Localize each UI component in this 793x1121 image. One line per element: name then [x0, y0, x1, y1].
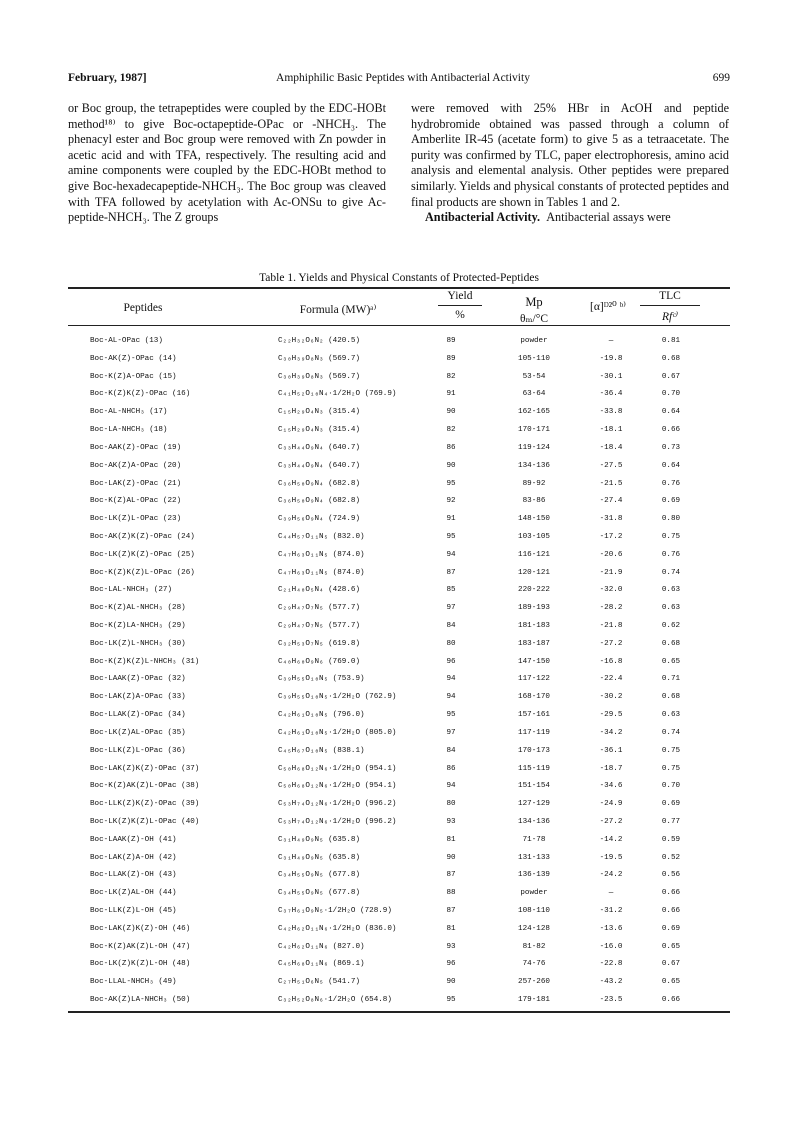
cell-rotation: -19.8: [599, 354, 623, 363]
yield-subrule: [438, 305, 482, 306]
cell-mp: powder: [520, 889, 548, 898]
cell-yield: 94: [446, 782, 456, 791]
cell-tlc: 0.64: [661, 461, 681, 470]
table-row: [68, 939, 730, 957]
table-header-rule: [68, 325, 730, 326]
header-title: Amphiphilic Basic Peptides with Antibacterial Activity: [276, 72, 530, 84]
cell-formula: C₃₉H₅₅O₁₀N₅·1/2H₂O (762.9): [278, 693, 397, 702]
cell-mp: 189-193: [518, 604, 550, 613]
cell-formula: C₃₆H₅₀O₉N₄ (682.8): [278, 497, 361, 506]
cell-tlc: 0.68: [661, 693, 681, 702]
cell-rotation: -14.2: [599, 835, 623, 844]
table-row: [68, 707, 730, 725]
paragraph-text: Antibacterial assays were: [546, 210, 671, 225]
cell-mp: 170-171: [518, 426, 550, 435]
cell-tlc: 0.68: [661, 354, 681, 363]
cell-rotation: -36.1: [599, 746, 623, 755]
cell-tlc: 0.66: [661, 907, 681, 915]
cell-peptide: Boc-LK(Z)K(Z)L-OPac (40): [90, 817, 200, 826]
col-header-tlc: TLC: [659, 290, 681, 302]
table-row: [68, 422, 730, 440]
cell-tlc: 0.75: [661, 532, 681, 541]
table-caption: Table 1. Yields and Physical Constants of Protected-Peptides: [259, 272, 539, 284]
cell-yield: 97: [446, 728, 456, 737]
cell-rotation: -18.7: [599, 764, 623, 773]
cell-mp: 183-187: [518, 639, 550, 648]
table-row: [68, 440, 730, 458]
cell-mp: 168-170: [518, 693, 550, 702]
cell-tlc: 0.67: [661, 960, 681, 969]
cell-peptide: Boc-LAK(Z)K(Z)-OH (46): [90, 924, 191, 933]
running-header: [68, 72, 730, 88]
cell-formula: C₅₀H₆₈O₁₂N₆·1/2H₂O (954.1): [278, 782, 397, 791]
cell-rotation: -16.8: [599, 657, 623, 666]
cell-tlc: 0.65: [661, 942, 681, 951]
cell-yield: 93: [446, 817, 456, 826]
cell-rotation: -22.8: [599, 960, 623, 969]
cell-tlc: 0.65: [661, 657, 681, 666]
cell-yield: 87: [446, 568, 456, 577]
cell-mp: 127-129: [518, 800, 550, 809]
cell-tlc: 0.62: [661, 622, 681, 630]
cell-tlc: 0.56: [661, 871, 681, 880]
col-header-formula: Formula (MW)ᵃ⁾: [299, 304, 377, 316]
cell-tlc: 0.67: [661, 372, 681, 381]
cell-mp: 157-161: [518, 711, 550, 720]
table-row: [68, 529, 730, 547]
cell-mp: 71-78: [522, 835, 546, 844]
cell-tlc: 0.74: [661, 568, 681, 577]
cell-mp: 131-133: [518, 853, 550, 862]
cell-peptide: Boc-K(Z)AL-OPac (22): [90, 497, 182, 506]
cell-yield: 89: [446, 354, 456, 363]
cell-formula: C₃₉H₅₆O₉N₄ (724.9): [278, 515, 361, 524]
cell-tlc: 0.59: [661, 835, 681, 844]
cell-peptide: Boc-LLAL-NHCH₃ (49): [90, 978, 177, 987]
cell-mp: 136-139: [518, 871, 550, 880]
cell-yield: 90: [446, 853, 456, 862]
cell-peptide: Boc-K(Z)AK(Z)L-OH (47): [90, 942, 191, 951]
cell-peptide: Boc-LK(Z)AL-OH (44): [90, 889, 177, 898]
table-body: [68, 333, 730, 1010]
cell-rotation: -30.2: [599, 693, 623, 702]
cell-peptide: Boc-LA-NHCH₃ (18): [90, 426, 168, 435]
cell-peptide: Boc-LAK(Z)-OPac (21): [90, 479, 182, 488]
cell-formula: C₃₁H₄₉O₉N₅ (635.8): [278, 835, 361, 844]
cell-peptide: Boc-K(Z)K(Z)L-OPac (26): [90, 568, 195, 577]
cell-rotation: -33.8: [599, 408, 623, 417]
cell-tlc: 0.81: [661, 337, 681, 345]
cell-formula: C₄₅H₆₇O₁₀N₅ (838.1): [278, 746, 365, 755]
cell-rotation: -27.5: [599, 461, 623, 470]
cell-mp: 117-119: [518, 728, 550, 737]
table-row: [68, 511, 730, 529]
cell-formula: C₄₂H₆₂O₁₁N₆ (827.0): [278, 942, 365, 951]
cell-tlc: 0.69: [661, 800, 681, 809]
cell-yield: 80: [446, 639, 456, 648]
table-row: [68, 369, 730, 387]
cell-yield: 90: [446, 978, 456, 987]
cell-peptide: Boc-LLK(Z)K(Z)-OPac (39): [90, 800, 200, 809]
cell-peptide: Boc-LAL-NHCH₃ (27): [90, 586, 173, 595]
cell-yield: 92: [446, 497, 456, 506]
table-row: [68, 832, 730, 850]
cell-yield: 87: [446, 907, 456, 915]
cell-formula: C₁₅H₂₉O₄N₃ (315.4): [278, 426, 361, 435]
cell-formula: C₄₄H₅₇O₁₁N₅ (832.0): [278, 532, 365, 541]
cell-mp: 53-54: [522, 372, 546, 381]
cell-rotation: -23.5: [599, 996, 623, 1005]
cell-peptide: Boc-K(Z)K(Z)-OPac (16): [90, 390, 191, 399]
cell-rotation: -20.6: [599, 550, 623, 559]
cell-formula: C₂₉H₄₇O₇N₅ (577.7): [278, 604, 361, 613]
cell-yield: 81: [446, 924, 456, 933]
body-column-right: [411, 101, 729, 226]
table-row: [68, 351, 730, 369]
paragraph-heading-line: [411, 210, 729, 226]
cell-rotation: -43.2: [599, 978, 623, 987]
cell-yield: 87: [446, 871, 456, 880]
cell-formula: C₃₃H₄₄O₉N₄ (640.7): [278, 443, 361, 452]
col-header-tlc-unit: Rfᶜ⁾: [661, 311, 679, 323]
col-header-yield-unit: %: [455, 309, 465, 321]
cell-rotation: -19.5: [599, 853, 623, 862]
cell-peptide: Boc-K(Z)K(Z)L-NHCH₃ (31): [90, 657, 200, 666]
cell-rotation: —: [608, 889, 614, 898]
table-row: [68, 386, 730, 404]
table-row: [68, 725, 730, 743]
cell-yield: 81: [446, 835, 456, 844]
cell-formula: C₃₄H₅₅O₉N₅ (677.8): [278, 889, 361, 898]
cell-formula: C₄₂H₆₁O₁₀N₅ (796.0): [278, 711, 365, 720]
cell-mp: 220-222: [518, 586, 550, 595]
cell-peptide: Boc-AL-OPac (13): [90, 337, 163, 345]
cell-tlc: 0.68: [661, 639, 681, 648]
cell-peptide: Boc-K(Z)LA-NHCH₃ (29): [90, 622, 186, 630]
cell-tlc: 0.66: [661, 426, 681, 435]
cell-yield: 85: [446, 586, 456, 595]
col-header-rotation: [α]ᴰ²⁰ ᵇ⁾: [590, 301, 626, 313]
cell-rotation: -21.9: [599, 568, 623, 577]
col-header-mp: Mp: [525, 295, 543, 309]
cell-mp: powder: [520, 337, 548, 345]
body-column-left: [68, 101, 386, 226]
cell-peptide: Boc-LLAK(Z)-OPac (34): [90, 711, 186, 720]
cell-peptide: Boc-AAK(Z)-OPac (19): [90, 443, 182, 452]
table-row: [68, 903, 730, 921]
cell-formula: C₅₃H₇₄O₁₂N₆·1/2H₂O (996.2): [278, 817, 397, 826]
cell-formula: C₄₅H₆₈O₁₁N₆ (869.1): [278, 960, 365, 969]
cell-tlc: 0.69: [661, 497, 681, 506]
cell-tlc: 0.65: [661, 978, 681, 987]
cell-rotation: -22.4: [599, 675, 623, 684]
table-row: [68, 618, 730, 636]
cell-formula: C₂₁H₄₀O₅N₄ (428.6): [278, 586, 361, 595]
cell-mp: 103-105: [518, 532, 550, 541]
cell-formula: C₅₃H₇₄O₁₂N₆·1/2H₂O (996.2): [278, 800, 397, 809]
cell-peptide: Boc-LLK(Z)L-OH (45): [90, 907, 177, 915]
table-row: [68, 921, 730, 939]
section-heading: Antibacterial Activity.: [425, 210, 541, 225]
cell-formula: C₂₉H₄₇O₇N₅ (577.7): [278, 622, 361, 630]
cell-mp: 170-173: [518, 746, 550, 755]
cell-peptide: Boc-K(Z)A-OPac (15): [90, 372, 177, 381]
cell-peptide: Boc-LK(Z)AL-OPac (35): [90, 728, 186, 737]
cell-tlc: 0.70: [661, 390, 681, 399]
cell-mp: 124-128: [518, 924, 550, 933]
cell-yield: 97: [446, 604, 456, 613]
table-row: [68, 493, 730, 511]
cell-peptide: Boc-LAK(Z)A-OPac (33): [90, 693, 186, 702]
table-top-rule: [68, 287, 730, 289]
cell-rotation: -34.2: [599, 728, 623, 737]
table-row: [68, 404, 730, 422]
cell-mp: 105-110: [518, 354, 550, 363]
cell-peptide: Boc-LAK(Z)A-OH (42): [90, 853, 177, 862]
cell-rotation: -34.6: [599, 782, 623, 791]
cell-peptide: Boc-LK(Z)K(Z)-OPac (25): [90, 550, 195, 559]
table-row: [68, 565, 730, 583]
cell-formula: C₄₂H₆₂O₁₁N₆·1/2H₂O (836.0): [278, 924, 397, 933]
cell-mp: 63-64: [522, 390, 546, 399]
cell-rotation: -29.5: [599, 711, 623, 720]
cell-formula: C₃₀H₃₉O₈N₃ (569.7): [278, 372, 361, 381]
cell-yield: 89: [446, 337, 456, 345]
cell-peptide: Boc-LK(Z)L-NHCH₃ (30): [90, 639, 186, 648]
cell-mp: 162-165: [518, 408, 550, 417]
cell-yield: 82: [446, 372, 456, 381]
page-number: 699: [712, 72, 730, 84]
cell-peptide: Boc-AK(Z)LA-NHCH₃ (50): [90, 996, 191, 1005]
cell-formula: C₂₂H₃₂O₆N₂ (420.5): [278, 337, 361, 345]
cell-yield: 90: [446, 461, 456, 470]
cell-yield: 82: [446, 426, 456, 435]
cell-tlc: 0.74: [661, 728, 681, 737]
cell-mp: 119-124: [518, 443, 550, 452]
cell-yield: 86: [446, 443, 456, 452]
cell-mp: 148-150: [518, 515, 550, 524]
cell-peptide: Boc-LAAK(Z)-OPac (32): [90, 675, 186, 684]
cell-yield: 90: [446, 408, 456, 417]
cell-peptide: Boc-LLK(Z)L-OPac (36): [90, 746, 186, 755]
cell-peptide: Boc-LAK(Z)K(Z)-OPac (37): [90, 764, 200, 773]
cell-rotation: -17.2: [599, 532, 623, 541]
cell-formula: C₃₂H₅₂O₈N₆·1/2H₂O (654.8): [278, 996, 392, 1005]
cell-tlc: 0.66: [661, 996, 681, 1005]
cell-rotation: -16.0: [599, 942, 623, 951]
cell-tlc: 0.75: [661, 746, 681, 755]
table-row: [68, 956, 730, 974]
cell-rotation: -27.2: [599, 817, 623, 826]
cell-yield: 95: [446, 532, 456, 541]
cell-tlc: 0.76: [661, 550, 681, 559]
cell-mp: 120-121: [518, 568, 550, 577]
cell-rotation: -27.2: [599, 639, 623, 648]
table-row: [68, 636, 730, 654]
table-row: [68, 333, 730, 351]
cell-tlc: 0.76: [661, 479, 681, 488]
cell-mp: 151-154: [518, 782, 550, 791]
cell-formula: C₄₇H₆₃O₁₁N₅ (874.0): [278, 568, 365, 577]
cell-yield: 96: [446, 960, 456, 969]
cell-yield: 91: [446, 515, 456, 524]
cell-tlc: 0.69: [661, 924, 681, 933]
cell-rotation: -30.1: [599, 372, 623, 381]
cell-peptide: Boc-AL-NHCH₃ (17): [90, 408, 168, 417]
cell-mp: 89-92: [522, 479, 546, 488]
table-row: [68, 671, 730, 689]
table-row: [68, 582, 730, 600]
tlc-subrule: [640, 305, 700, 306]
cell-mp: 117-122: [518, 675, 550, 684]
cell-formula: C₃₃H₄₄O₉N₄ (640.7): [278, 461, 361, 470]
paragraph: or Boc group, the tetrapeptides were coupled by the EDC-HOBt method¹⁸⁾ to give Boc-octapeptide-OPac or -NHCH₃. The phenacyl ester and Boc group were removed with Zn powder in acetic acid and with TFA, respectively. The resulting acid and amine components were coupled by the EDC-HOBt method to give Boc-hexadecapeptide-NHCH₃. The Boc group was cleaved with TFA followed by acetylation with Ac-ONSu to give Ac-peptide-NHCH₃. The Z groups: [68, 101, 386, 225]
col-header-mp-unit: θₘ/°C: [519, 313, 549, 325]
table-row: [68, 778, 730, 796]
cell-mp: 179-181: [518, 996, 550, 1005]
cell-formula: C₁₅H₂₉O₄N₃ (315.4): [278, 408, 361, 417]
cell-mp: 81-82: [522, 942, 546, 951]
cell-mp: 74-76: [522, 960, 546, 969]
cell-rotation: -27.4: [599, 497, 623, 506]
cell-yield: 95: [446, 996, 456, 1005]
cell-rotation: -24.2: [599, 871, 623, 880]
cell-tlc: 0.73: [661, 443, 681, 452]
table-bottom-rule: [68, 1011, 730, 1013]
table-row: [68, 547, 730, 565]
cell-yield: 94: [446, 693, 456, 702]
cell-formula: C₃₂H₅₃O₇N₅ (619.8): [278, 639, 361, 648]
cell-tlc: 0.64: [661, 408, 681, 417]
cell-formula: C₄₀H₆₀O₉N₆ (769.0): [278, 657, 361, 666]
cell-formula: C₃₁H₄₉O₉N₅ (635.8): [278, 853, 361, 862]
cell-tlc: 0.52: [661, 853, 681, 862]
cell-formula: C₃₄H₅₅O₉N₅ (677.8): [278, 871, 361, 880]
cell-yield: 88: [446, 889, 456, 898]
table-row: [68, 689, 730, 707]
cell-yield: 91: [446, 390, 456, 399]
table-row: [68, 885, 730, 903]
cell-formula: C₄₂H₆₁O₁₀N₅·1/2H₂O (805.0): [278, 728, 397, 737]
cell-yield: 94: [446, 675, 456, 684]
cell-peptide: Boc-LLAK(Z)-OH (43): [90, 871, 177, 880]
cell-yield: 93: [446, 942, 456, 951]
cell-rotation: -18.1: [599, 426, 623, 435]
table-row: [68, 743, 730, 761]
cell-formula: C₄₇H₆₃O₁₁N₅ (874.0): [278, 550, 365, 559]
cell-yield: 95: [446, 479, 456, 488]
cell-yield: 84: [446, 746, 456, 755]
cell-tlc: 0.66: [661, 889, 681, 898]
cell-tlc: 0.75: [661, 764, 681, 773]
paragraph: were removed with 25% HBr in AcOH and peptide hydrobromide obtained was passed through a column of Amberlite IR-45 (acetate form) to give 5 as a tetraacetate. The purity was confirmed by TLC, paper electrophoresis, amino acid analysis and elemental analysis. Other peptides were prepared similarly. Yields and physical constants of protected peptides and final products are shown in Tables 1 and 2.: [411, 101, 729, 209]
table-row: [68, 850, 730, 868]
cell-tlc: 0.77: [661, 817, 681, 826]
table-row: [68, 761, 730, 779]
col-header-peptides: Peptides: [123, 302, 163, 314]
cell-yield: 94: [446, 550, 456, 559]
cell-tlc: 0.71: [661, 675, 681, 684]
cell-formula: C₃₀H₃₉O₈N₃ (569.7): [278, 354, 361, 363]
cell-formula: C₂₇H₅₁O₆N₅ (541.7): [278, 978, 361, 987]
cell-formula: C₃₆H₅₀O₉N₄ (682.8): [278, 479, 361, 488]
cell-mp: 108-110: [518, 907, 550, 915]
cell-mp: 134-136: [518, 817, 550, 826]
col-header-yield: Yield: [447, 290, 473, 302]
cell-peptide: Boc-K(Z)AL-NHCH₃ (28): [90, 604, 186, 613]
table-row: [68, 992, 730, 1010]
cell-peptide: Boc-AK(Z)-OPac (14): [90, 354, 177, 363]
cell-peptide: Boc-LK(Z)K(Z)L-OH (48): [90, 960, 191, 969]
cell-tlc: 0.63: [661, 604, 681, 613]
cell-mp: 181-183: [518, 622, 550, 630]
cell-mp: 116-121: [518, 550, 550, 559]
cell-yield: 84: [446, 622, 456, 630]
cell-yield: 86: [446, 764, 456, 773]
cell-tlc: 0.80: [661, 515, 681, 524]
cell-peptide: Boc-AK(Z)A-OPac (20): [90, 461, 182, 470]
cell-rotation: -36.4: [599, 390, 623, 399]
table-row: [68, 654, 730, 672]
cell-rotation: -28.2: [599, 604, 623, 613]
cell-mp: 134-136: [518, 461, 550, 470]
cell-mp: 147-150: [518, 657, 550, 666]
cell-rotation: —: [608, 337, 614, 345]
cell-yield: 95: [446, 711, 456, 720]
cell-mp: 257-260: [518, 978, 550, 987]
cell-rotation: -13.6: [599, 924, 623, 933]
cell-peptide: Boc-K(Z)AK(Z)L-OPac (38): [90, 782, 200, 791]
table-row: [68, 814, 730, 832]
cell-mp: 83-86: [522, 497, 546, 506]
cell-rotation: -31.2: [599, 907, 623, 915]
cell-rotation: -18.4: [599, 443, 623, 452]
cell-yield: 96: [446, 657, 456, 666]
header-date: February, 1987]: [68, 72, 147, 84]
cell-formula: C₃₇H₆₁O₉N₅·1/2H₂O (728.9): [278, 907, 392, 915]
cell-rotation: -21.5: [599, 479, 623, 488]
table-row: [68, 974, 730, 992]
cell-peptide: Boc-LAAK(Z)-OH (41): [90, 835, 177, 844]
cell-mp: 115-119: [518, 764, 550, 773]
table-row: [68, 600, 730, 618]
cell-tlc: 0.70: [661, 782, 681, 791]
cell-formula: C₄₁H₅₂O₁₀N₄·1/2H₂O (769.9): [278, 390, 397, 399]
cell-rotation: -31.8: [599, 515, 623, 524]
cell-rotation: -24.9: [599, 800, 623, 809]
table-row: [68, 458, 730, 476]
cell-peptide: Boc-AK(Z)K(Z)-OPac (24): [90, 532, 195, 541]
cell-rotation: -32.0: [599, 586, 623, 595]
cell-formula: C₅₀H₆₈O₁₂N₆·1/2H₂O (954.1): [278, 764, 397, 773]
cell-peptide: Boc-LK(Z)L-OPac (23): [90, 515, 182, 524]
table-row: [68, 867, 730, 885]
table-row: [68, 796, 730, 814]
cell-tlc: 0.63: [661, 586, 681, 595]
table-row: [68, 476, 730, 494]
cell-yield: 80: [446, 800, 456, 809]
cell-formula: C₃₉H₅₅O₁₀N₅ (753.9): [278, 675, 365, 684]
cell-tlc: 0.63: [661, 711, 681, 720]
cell-rotation: -21.8: [599, 622, 623, 630]
